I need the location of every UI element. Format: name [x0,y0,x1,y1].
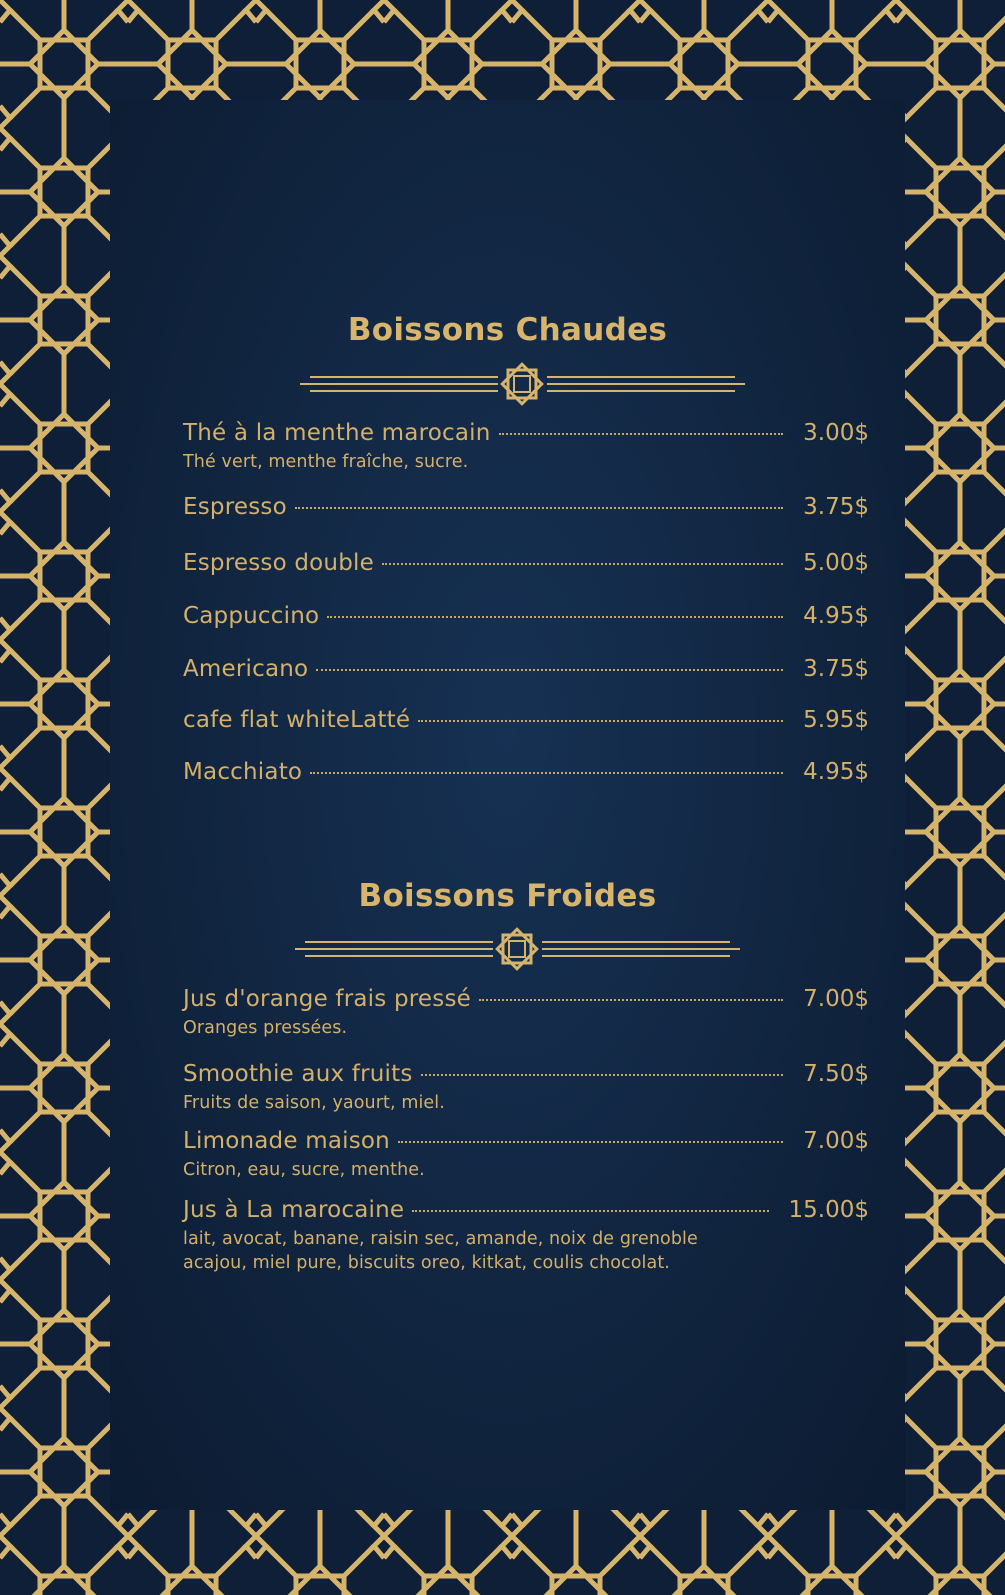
menu-item [183,759,869,787]
item-price: 15.00$ [788,1197,869,1223]
item-name: Jus d'orange frais pressé [183,986,471,1012]
item-name: Macchiato [183,759,303,785]
item-price: 4.95$ [803,759,869,785]
item-description: Citron, eau, sucre, menthe. [183,1160,425,1180]
dot-leader [479,999,783,1001]
item-price: 3.75$ [803,656,869,682]
dot-leader [327,616,783,618]
item-description: Thé vert, menthe fraîche, sucre. [183,452,469,472]
item-price: 4.95$ [803,603,869,629]
item-name: Limonade maison [183,1128,390,1154]
item-description: Oranges pressées. [183,1018,348,1038]
dot-leader [499,433,784,435]
item-price: 3.00$ [803,420,869,446]
menu-item [183,420,869,474]
item-name: cafe flat whiteLatté [183,707,411,733]
item-price: 7.50$ [803,1061,869,1087]
item-name: Cappuccino [183,603,320,629]
dot-leader [316,669,783,671]
item-name: Espresso [183,494,287,520]
menu-item [183,1061,869,1115]
dot-leader [295,507,783,509]
dot-leader [412,1210,768,1212]
dot-leader [418,720,783,722]
dot-leader [398,1141,783,1143]
menu-item [183,986,869,1040]
menu-item [183,1128,869,1182]
menu-item [183,494,869,522]
item-name: Espresso double [183,550,374,576]
ornament-divider [295,927,740,971]
menu-item [183,656,869,684]
item-description: lait, avocat, banane, raisin sec, amande, noix de grenoble acajou, miel pure, biscuits oreo, kitkat, coulis chocolat. [183,1229,698,1273]
item-price: 3.75$ [803,494,869,520]
item-price: 7.00$ [803,986,869,1012]
menu-item [183,603,869,631]
dot-leader [421,1074,784,1076]
menu-item [183,707,869,735]
item-price: 7.00$ [803,1128,869,1154]
item-name: Smoothie aux fruits [183,1061,413,1087]
section-title-cold-drinks: Boissons Froides [358,878,657,914]
ornament-divider [300,362,745,406]
item-description: Fruits de saison, yaourt, miel. [183,1093,445,1113]
section-title-hot-drinks: Boissons Chaudes [347,312,668,348]
item-name: Thé à la menthe marocain [183,420,491,446]
menu-item [183,550,869,578]
item-name: Americano [183,656,309,682]
item-price: 5.95$ [803,707,869,733]
item-name: Jus à La marocaine [183,1197,405,1223]
dot-leader [310,772,783,774]
dot-leader [382,563,783,565]
menu-item [183,1197,869,1275]
item-price: 5.00$ [803,550,869,576]
